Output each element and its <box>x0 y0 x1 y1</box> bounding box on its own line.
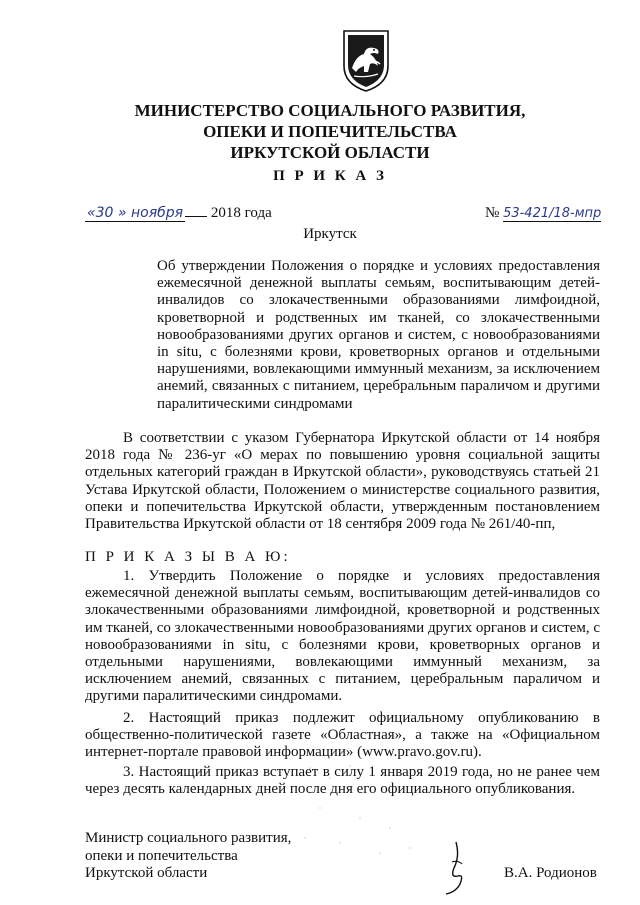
order-date <box>85 205 272 222</box>
handwritten-signature-icon <box>438 838 472 898</box>
paragraph-1: 1. Утвердить Положение о порядке и условиях предоставления ежемесячной денежной выплаты семьям, воспитывающим детей-инвалидов со злокачественными образованиями лимфоидной, кроветворной и родственных им тканей, со злокачественными новообразованиями других органов и систем, с новообразованиями in situ, с болезнями крови, кроветворных органов и отдельными нарушениями, вовлекающими иммунный механизм, за исключением анемий, связанных с питанием, церебральным параличом и другими паралитическими синдромами. <box>85 568 600 705</box>
handwritten-date: «30 » ноября <box>87 205 184 221</box>
signature-title-line-2: опеки и попечительства <box>85 847 238 864</box>
order-number <box>485 205 601 222</box>
irkutsk-coat-of-arms-icon <box>330 28 402 94</box>
signature-title-line-1: Министр социального развития, <box>85 830 292 846</box>
preamble-paragraph: В соответствии с указом Губернатора Иркутской области от 14 ноября 2018 года № 236-уг «О мерах по повышению уровня социальной защиты отдельных категорий граждан в Иркутской области», руководствуясь статьей 21 Устава Иркутской области, Положением о министерстве социального развития, опеки и попечительства Иркутской области, утвержденным постановлением Правительства Иркутской области от 18 сентября 2009 года № 261/40-пп, <box>85 430 600 533</box>
date-year: 2018 года <box>210 205 272 221</box>
order-title: П Р И К А З <box>273 168 387 184</box>
city-name: Иркутск <box>303 226 357 242</box>
signatory-name: В.А. Родионов <box>504 865 597 881</box>
number-sign: № <box>485 205 500 221</box>
ministry-name-line-2: ОПЕКИ И ПОПЕЧИТЕЛЬСТВА <box>203 122 457 141</box>
ministry-name-line-3: ИРКУТСКОЙ ОБЛАСТИ <box>230 143 430 162</box>
stamp-icon <box>290 748 430 868</box>
order-subject: Об утверждении Положения о порядке и условиях предоставления ежемесячной денежной выплаты семьям, воспитывающим детей-инвалидов со злокачественными образованиями лимфоидной, кроветворной и родственных им тканей, со злокачественными новообразованиями других органов и систем, с новообразованиями in situ, с болезнями крови, кроветворных органов и отдельными нарушениями, вовлекающими иммунный механизм, за исключением анемий, связанных с питанием, церебральным параличом и другими паралитическими синдромами <box>157 258 600 412</box>
order-word: П Р И К А З Ы В А Ю: <box>85 549 291 565</box>
paragraph-3: 3. Настоящий приказ вступает в силу 1 января 2019 года, но не ранее чем через десять календарных дней после дня его официального опубликования. <box>85 764 600 798</box>
signature-title-line-3: Иркутской области <box>85 865 208 881</box>
signature-title <box>85 830 291 883</box>
paragraph-2: 2. Настоящий приказ подлежит официальному опубликованию в общественно-политической газете «Областная», а также на «Официальном интернет-портале правовой информации» (www.pravo.gov.ru). <box>85 710 600 761</box>
ministry-name-line-1: МИНИСТЕРСТВО СОЦИАЛЬНОГО РАЗВИТИЯ, <box>134 101 526 120</box>
handwritten-number: 53-421/18-мпр <box>503 206 602 221</box>
